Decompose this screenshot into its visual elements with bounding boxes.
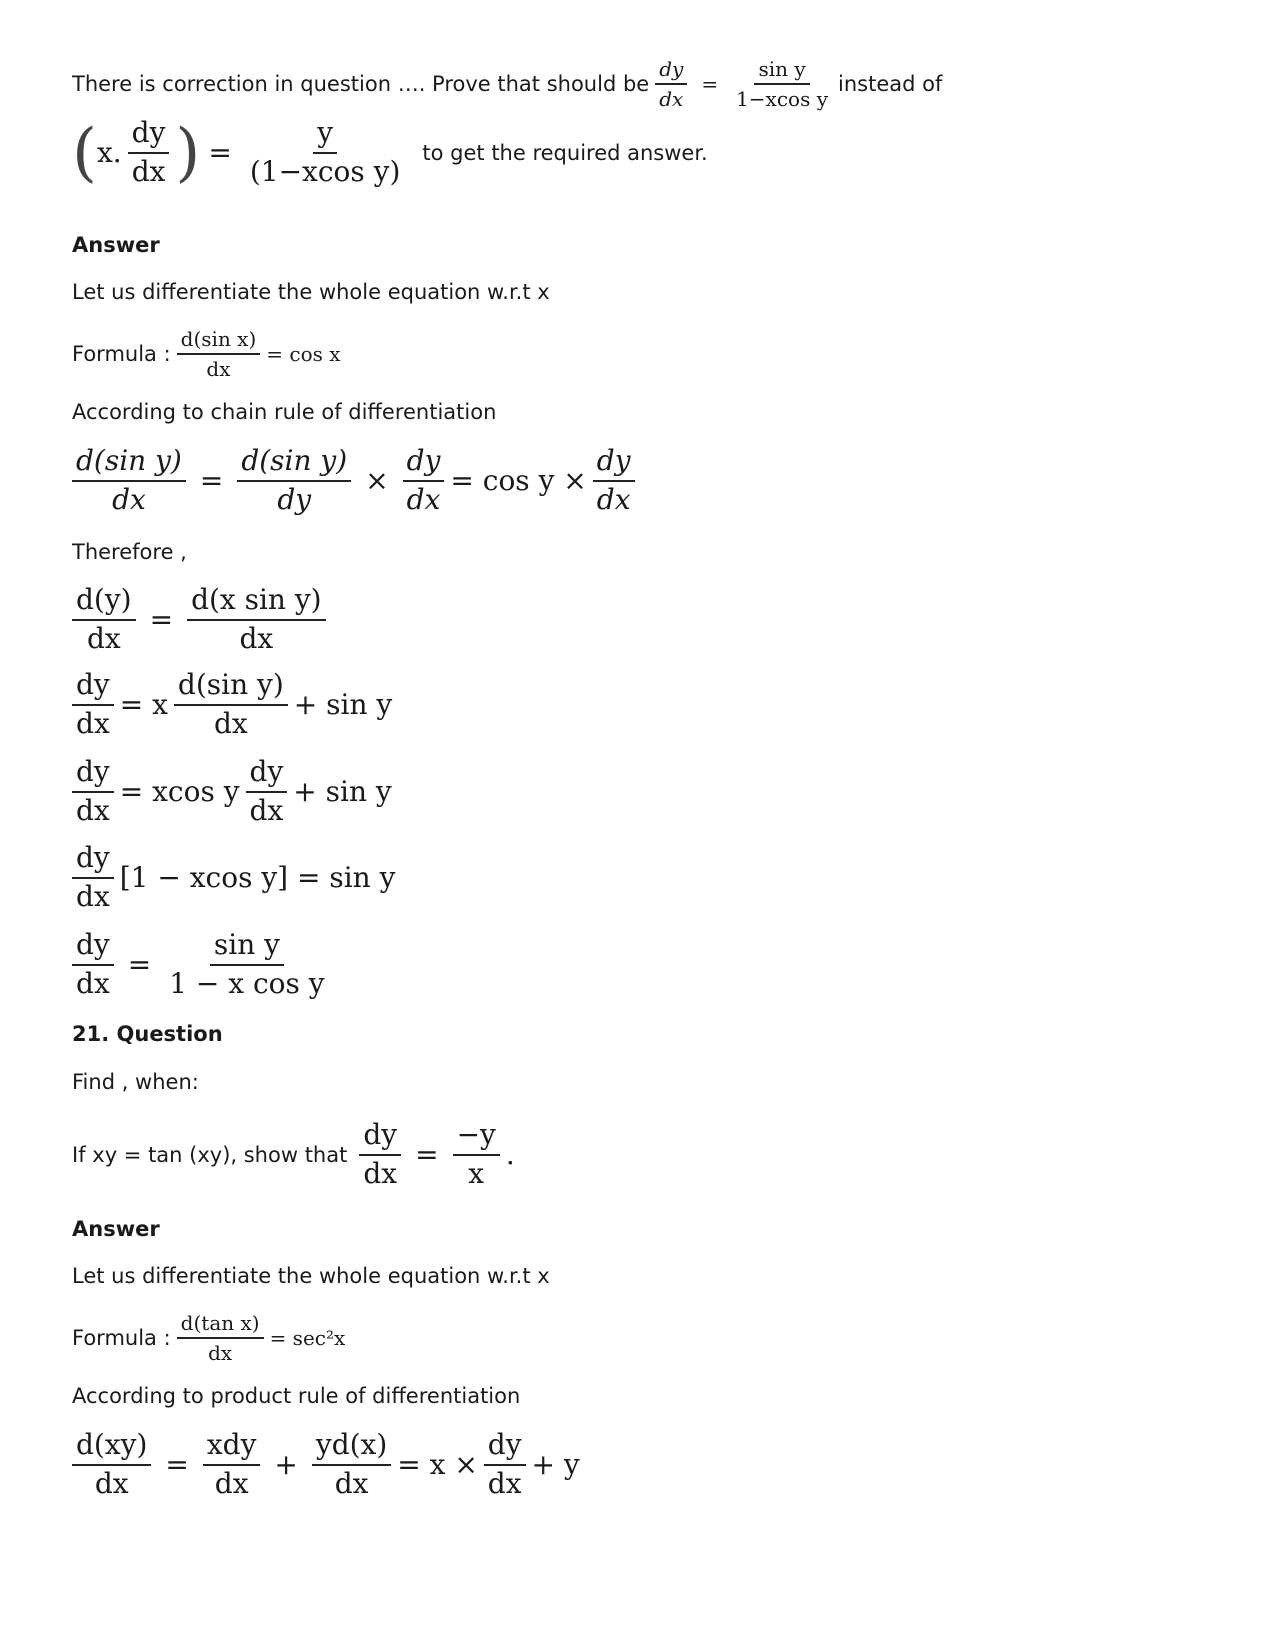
step-2-equation: $\frac{dy}{dx}$ = x d(sin y) dx + sin y [72,670,392,740]
formula-label-2: Formula : [72,1326,171,1350]
step-5-equation: $\frac{dy}{dx}$ = $\frac{\text{sin y}}{\text{1 − x cos y}}$ [72,930,335,1000]
therefore-text: Therefore , [72,540,187,564]
chain-rule-line: According to chain rule of differentiation [72,400,497,424]
correction-line [72,58,942,110]
given-equation-line [72,115,708,190]
differentiate-line-2: Let us differentiate the whole equation w.r.t x [72,1264,550,1288]
corrected-equation: $\frac{dy}{dx}$ = $\frac{\text{sin y}}{\text{1−xcos y}}$ [649,58,838,110]
question-21-find: Find , when: [72,1070,199,1094]
correction-text: There is correction in question …. Prove that should be [72,72,650,96]
question-21-statement-line [72,1120,515,1190]
formula-tan: $\frac{\text{d(tan x)}}{dx}$ = sec²x [171,1312,346,1364]
step-1-equation: $\frac{d(y)}{dx}$ = $\frac{\text{d(x sin y)}}{dx}$ [72,585,332,655]
formula-label-1: Formula : [72,342,171,366]
step-3-equation: $\frac{dy}{dx}$ = xcos y dy dx + sin y [72,757,392,827]
differentiate-line-1: Let us differentiate the whole equation w.r.t x [72,280,550,304]
step-4-equation: dy dx [1 − xcos y] = sin y [72,843,395,913]
formula-line-1 [72,328,341,380]
chain-rule-equation: $\frac{\text{d(sin y)}}{dx}$ = $\frac{\text{d(sin y)}}{dy}$ × $\frac{dy}{dx}$ = cos y × $\frac{dy}{dx}$ [72,446,641,516]
question-21-statement: If xy = tan (xy), show that [72,1142,348,1167]
answer-heading-1: Answer [72,233,160,257]
question-21-equation: $\frac{dy}{dx}$ = $\frac{-y}{x}$ . [353,1120,514,1190]
formula-sin: $\frac{\text{d(sin x)}}{dx}$ = cos x [171,328,341,380]
answer-heading-2: Answer [72,1217,160,1241]
instead-of-text: instead of [838,72,943,96]
product-rule-line: According to product rule of differentiation [72,1384,521,1408]
required-answer-text: to get the required answer. [422,140,708,165]
question-21-heading: 21. Question [72,1022,223,1046]
formula-line-2 [72,1312,345,1364]
given-equation: ( x. dy dx ) = $\frac{y}{\text{(1−xcos y)}}$ [72,115,401,190]
product-rule-equation: $\frac{d(xy)}{dx}$ = xdy dx + $\frac{yd(x)}{dx}$ = x × $\frac{dy}{dx}$ + y [72,1430,580,1500]
